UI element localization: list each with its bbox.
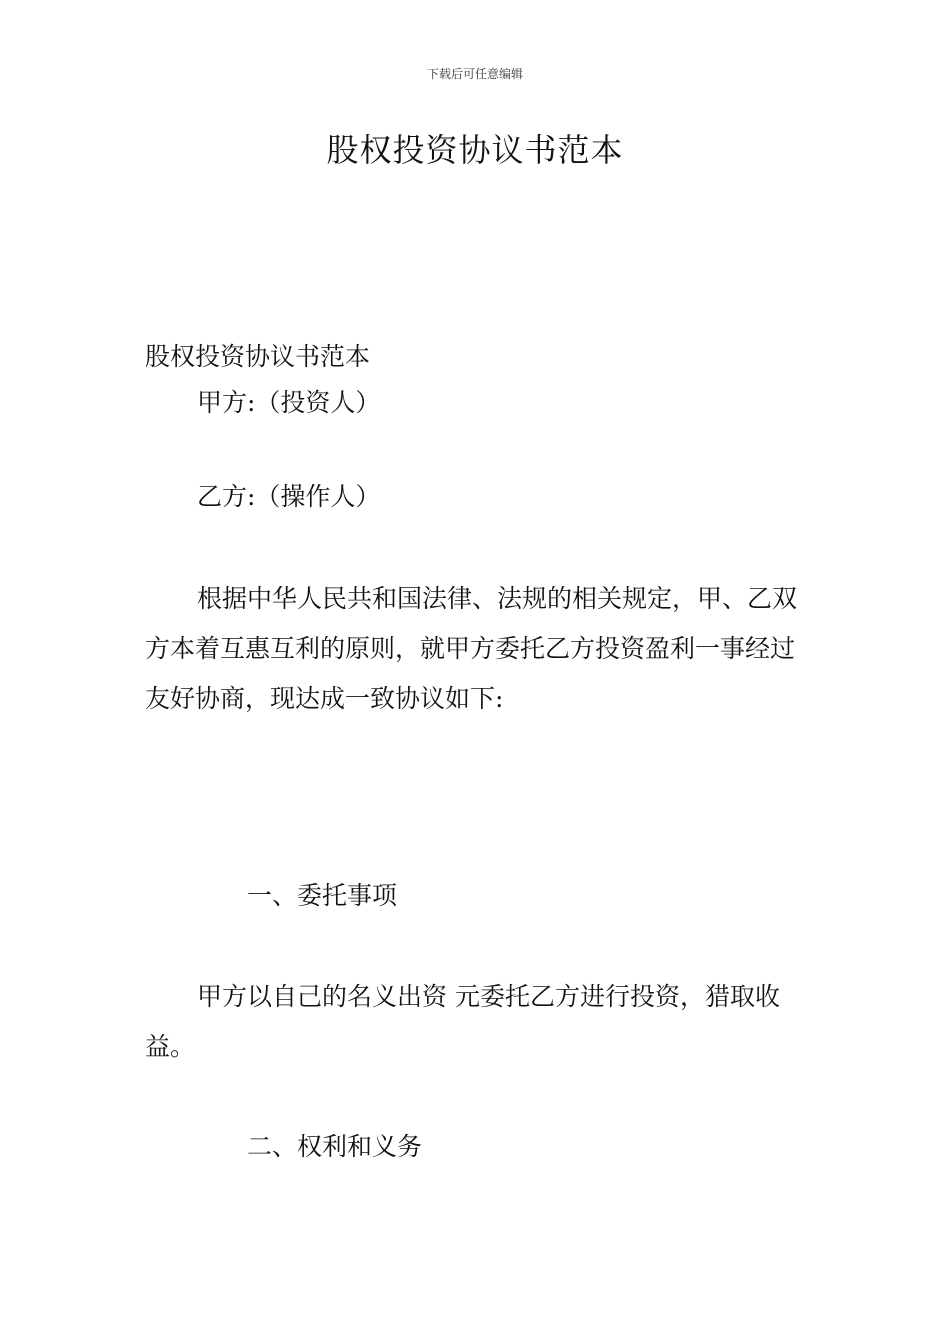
entrustment-paragraph: 甲方以自己的名义出资 元委托乙方进行投资，猎取收益。 (145, 982, 780, 1061)
document-subtitle: 股权投资协议书范本 (145, 342, 371, 371)
page-header-note: 下载后可任意编辑 (426, 67, 523, 81)
party-b-line: 乙方:（操作人） (197, 482, 381, 511)
section-heading-rights-obligations: 二、权利和义务 (247, 1132, 423, 1161)
section-heading-entrustment: 一、委托事项 (247, 881, 398, 910)
intro-paragraph: 根据中华人民共和国法律、法规的相关规定，甲、乙双方本着互惠互利的原则，就甲方委托乙方投资盈利一事经过友好协商，现达成一致协议如下: (145, 584, 798, 713)
document-title: 股权投资协议书范本 (326, 131, 624, 169)
party-a-line: 甲方:（投资人） (197, 388, 381, 417)
